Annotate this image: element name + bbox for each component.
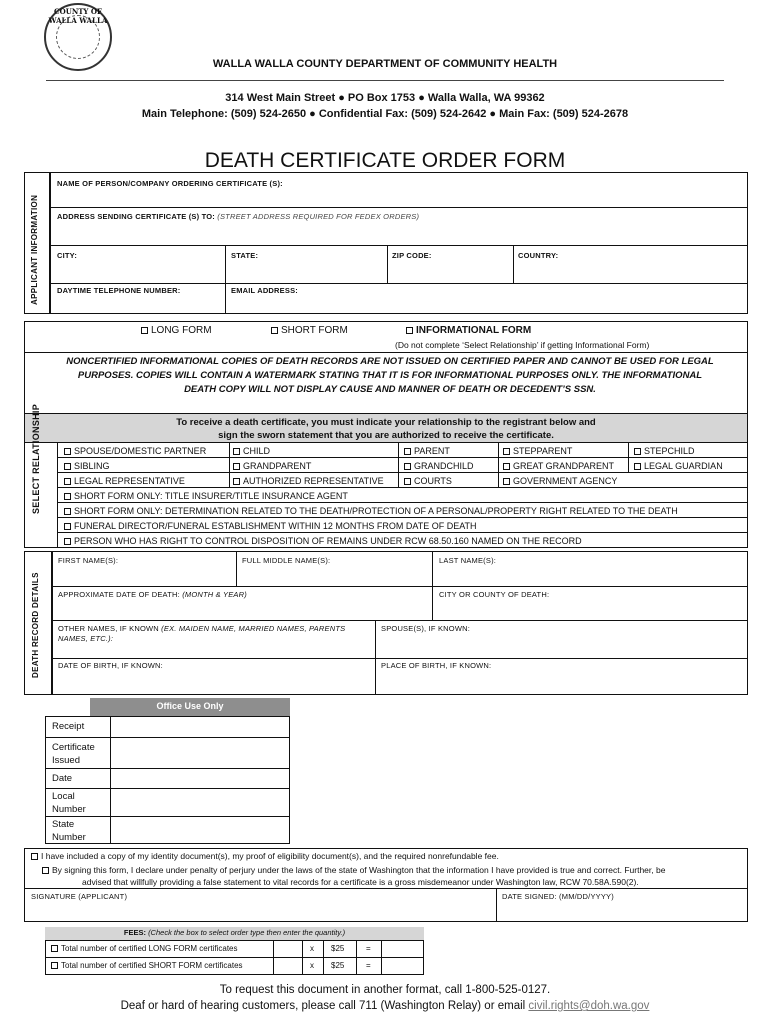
rel-title-insurer-checkbox[interactable]: SHORT FORM ONLY: TITLE INSURER/TITLE INSURANCE AGENT <box>64 491 348 501</box>
informational-form-checkbox[interactable] <box>406 325 531 336</box>
city-of-death-field[interactable] <box>433 600 747 619</box>
office-date-label: Date <box>52 773 73 784</box>
pob-label: PLACE OF BIRTH, IF KNOWN: <box>381 661 492 670</box>
fee-short-total[interactable] <box>382 958 423 974</box>
fee-short-equals: = <box>366 961 371 970</box>
fee-long-times: x <box>310 944 314 953</box>
city-field[interactable] <box>50 262 224 282</box>
state-field[interactable] <box>226 262 386 282</box>
city-label: CITY: <box>57 251 78 260</box>
signature-label: SIGNATURE (APPLICANT) <box>31 892 128 901</box>
fee-short-times: x <box>310 961 314 970</box>
email-label: EMAIL ADDRESS: <box>231 286 298 295</box>
first-name-field[interactable] <box>52 566 235 585</box>
date-signed-field[interactable] <box>497 902 747 921</box>
date-of-death-field[interactable] <box>52 600 431 619</box>
rel-funeral-director-checkbox[interactable]: FUNERAL DIRECTOR/FUNERAL ESTABLISHMENT WITHIN 12 MONTHS FROM DATE OF DEATH <box>64 521 477 531</box>
last-name-label: LAST NAME(S): <box>439 556 497 565</box>
spouse-field[interactable] <box>376 634 747 657</box>
rel-grandparent-checkbox[interactable]: GRANDPARENT <box>233 461 311 471</box>
state-label: STATE: <box>231 251 259 260</box>
spouse-label: SPOUSE(S), IF KNOWN: <box>381 624 471 633</box>
address-field[interactable] <box>50 222 747 242</box>
fee-long-price: $25 <box>331 944 345 953</box>
fee-long-form-checkbox[interactable]: Total number of certified LONG FORM certificates <box>51 944 238 953</box>
last-name-field[interactable] <box>433 566 747 585</box>
email-field[interactable] <box>226 296 747 313</box>
fee-long-form-quantity[interactable] <box>274 941 301 956</box>
fee-long-equals: = <box>366 944 371 953</box>
city-of-death-label: CITY OR COUNTY OF DEATH: <box>439 590 550 599</box>
dob-label: DATE OF BIRTH, IF KNOWN: <box>58 661 163 670</box>
fees-title: FEES: (Check the box to select order type then enter the quantity.) <box>123 928 346 937</box>
footer-accessibility: Deaf or hard of hearing customers, please call 711 (Washington Relay) or email civil.rights@doh.wa.gov <box>120 1000 650 1012</box>
seal-lettering: COUNTY OF WALLA WALLA <box>48 7 108 25</box>
fee-long-total[interactable] <box>382 941 423 956</box>
fee-short-price: $25 <box>331 961 345 970</box>
rel-legal-representative-checkbox[interactable]: LEGAL REPRESENTATIVE <box>64 476 185 486</box>
office-certificate-issued-label: Certificate Issued <box>52 742 95 766</box>
informational-note: (Do not complete ‘Select Relationship’ if getting Informational Form) <box>395 340 650 350</box>
office-local-number-label: Local Number <box>52 791 86 815</box>
middle-name-label: FULL MIDDLE NAME(S): <box>242 556 331 565</box>
first-name-label: FIRST NAME(S): <box>58 556 119 565</box>
country-field[interactable] <box>514 262 747 282</box>
short-form-label: SHORT FORM <box>281 325 348 336</box>
rel-courts-checkbox[interactable]: COURTS <box>404 476 452 486</box>
signature-field[interactable] <box>25 902 495 921</box>
phone-field[interactable] <box>50 296 224 313</box>
header-rule <box>46 80 724 81</box>
rel-grandchild-checkbox[interactable]: GRANDCHILD <box>404 461 474 471</box>
office-use-title: Office Use Only <box>156 701 224 711</box>
other-names-label: OTHER NAMES, IF KNOWN (EX. MAIDEN NAME, MARRIED NAMES, PARENTS NAMES, ETC.): <box>58 624 346 643</box>
rel-spouse-checkbox[interactable]: SPOUSE/DOMESTIC PARTNER <box>64 446 206 456</box>
zip-field[interactable] <box>388 262 512 282</box>
office-state-number-label: State Number <box>52 819 86 843</box>
long-form-label: LONG FORM <box>151 325 212 336</box>
address-label: ADDRESS SENDING CERTIFICATE (S) TO: (STREET ADDRESS REQUIRED FOR FEDEX ORDERS) <box>57 212 420 221</box>
department-phones: Main Telephone: (509) 524-2650 ● Confidential Fax: (509) 524-2642 ● Main Fax: (509) 524-2678 <box>141 108 629 120</box>
rel-stepparent-checkbox[interactable]: STEPPARENT <box>503 446 572 456</box>
applicant-side-label: APPLICANT INFORMATION <box>30 194 39 305</box>
department-name: WALLA WALLA COUNTY DEPARTMENT OF COMMUNITY HEALTH <box>212 58 558 70</box>
date-of-death-label: APPROXIMATE DATE OF DEATH: (MONTH & YEAR) <box>58 590 247 599</box>
dob-field[interactable] <box>52 672 374 694</box>
rel-great-grandparent-checkbox[interactable]: GREAT GRANDPARENT <box>503 461 614 471</box>
rel-legal-guardian-checkbox[interactable]: LEGAL GUARDIAN <box>634 461 723 471</box>
department-address: 314 West Main Street ● PO Box 1753 ● Walla Walla, WA 99362 <box>225 92 545 104</box>
identity-docs-checkbox[interactable]: I have included a copy of my identity document(s), my proof of eligibility document(s), and the required nonrefundable fee. <box>31 851 499 861</box>
civil-rights-email-link[interactable]: civil.rights@doh.wa.gov <box>528 1000 650 1012</box>
long-form-checkbox[interactable] <box>141 325 212 336</box>
relationship-instruction: To receive a death certificate, you must indicate your relationship to the registrant below and sign the sworn statement that you are authorized to receive the certificate. <box>176 417 596 441</box>
informational-form-label: INFORMATIONAL FORM <box>416 325 532 336</box>
fee-short-form-quantity[interactable] <box>274 958 301 974</box>
death-record-side-label: DEATH RECORD DETAILS <box>31 572 40 678</box>
pob-field[interactable] <box>376 672 747 694</box>
other-names-field[interactable] <box>52 645 374 657</box>
rel-property-right-checkbox[interactable]: SHORT FORM ONLY: DETERMINATION RELATED TO THE DEATH/PROTECTION OF A PERSONAL/PROPERTY RIGHT RELATED TO THE DEATH <box>64 506 678 516</box>
rel-parent-checkbox[interactable]: PARENT <box>404 446 450 456</box>
rel-sibling-checkbox[interactable]: SIBLING <box>64 461 110 471</box>
middle-name-field[interactable] <box>237 566 431 585</box>
rel-stepchild-checkbox[interactable]: STEPCHILD <box>634 446 695 456</box>
office-receipt-label: Receipt <box>52 721 85 732</box>
zip-label: ZIP CODE: <box>392 251 432 260</box>
fee-short-form-checkbox[interactable]: Total number of certified SHORT FORM certificates <box>51 961 243 970</box>
short-form-checkbox[interactable] <box>271 325 348 336</box>
footer-alt-format: To request this document in another format, call 1-800-525-0127. <box>219 984 551 996</box>
date-signed-label: DATE SIGNED: (MM/DD/YYYY) <box>502 892 614 901</box>
applicant-name-field[interactable] <box>50 190 747 204</box>
informational-notice: NONCERTIFIED INFORMATIONAL COPIES OF DEATH RECORDS ARE NOT ISSUED ON CERTIFIED PAPER AND CANNOT BE USED FOR LEGAL PURPOSES. COPIES WILL CONTAIN A WATERMARK STATING THAT IT IS FOR INFORMATIONAL PURPOSES ONLY. THE INFORMATIONAL DEATH COPY WILL NOT DISPLAY CAUSE AND MANNER OF DEATH OR DECEDENT’S SSN. <box>66 356 714 395</box>
sworn-statement: By signing this form, I declare under penalty of perjury under the laws of the state of Washington that the information I have provided is true and correct. Further, be advised that willfully providing a false statement to vital records for a certificate is a gross misdemeanor under Washington law, RCW 70.58A.590(2). <box>42 864 742 888</box>
sworn-checkbox[interactable] <box>42 865 52 875</box>
rel-government-agency-checkbox[interactable]: GOVERNMENT AGENCY <box>503 476 617 486</box>
rel-child-checkbox[interactable]: CHILD <box>233 446 270 456</box>
page-title: DEATH CERTIFICATE ORDER FORM <box>204 149 566 172</box>
rel-disposition-right-checkbox[interactable]: PERSON WHO HAS RIGHT TO CONTROL DISPOSITION OF REMAINS UNDER RCW 68.50.160 NAMED ON THE RECORD <box>64 536 582 546</box>
rel-authorized-representative-checkbox[interactable]: AUTHORIZED REPRESENTATIVE <box>233 476 384 486</box>
relationship-side-label: SELECT RELATIONSHIP <box>31 403 41 514</box>
applicant-name-label: NAME OF PERSON/COMPANY ORDERING CERTIFICATE (S): <box>57 179 283 188</box>
country-label: COUNTRY: <box>518 251 559 260</box>
phone-label: DAYTIME TELEPHONE NUMBER: <box>57 286 181 295</box>
